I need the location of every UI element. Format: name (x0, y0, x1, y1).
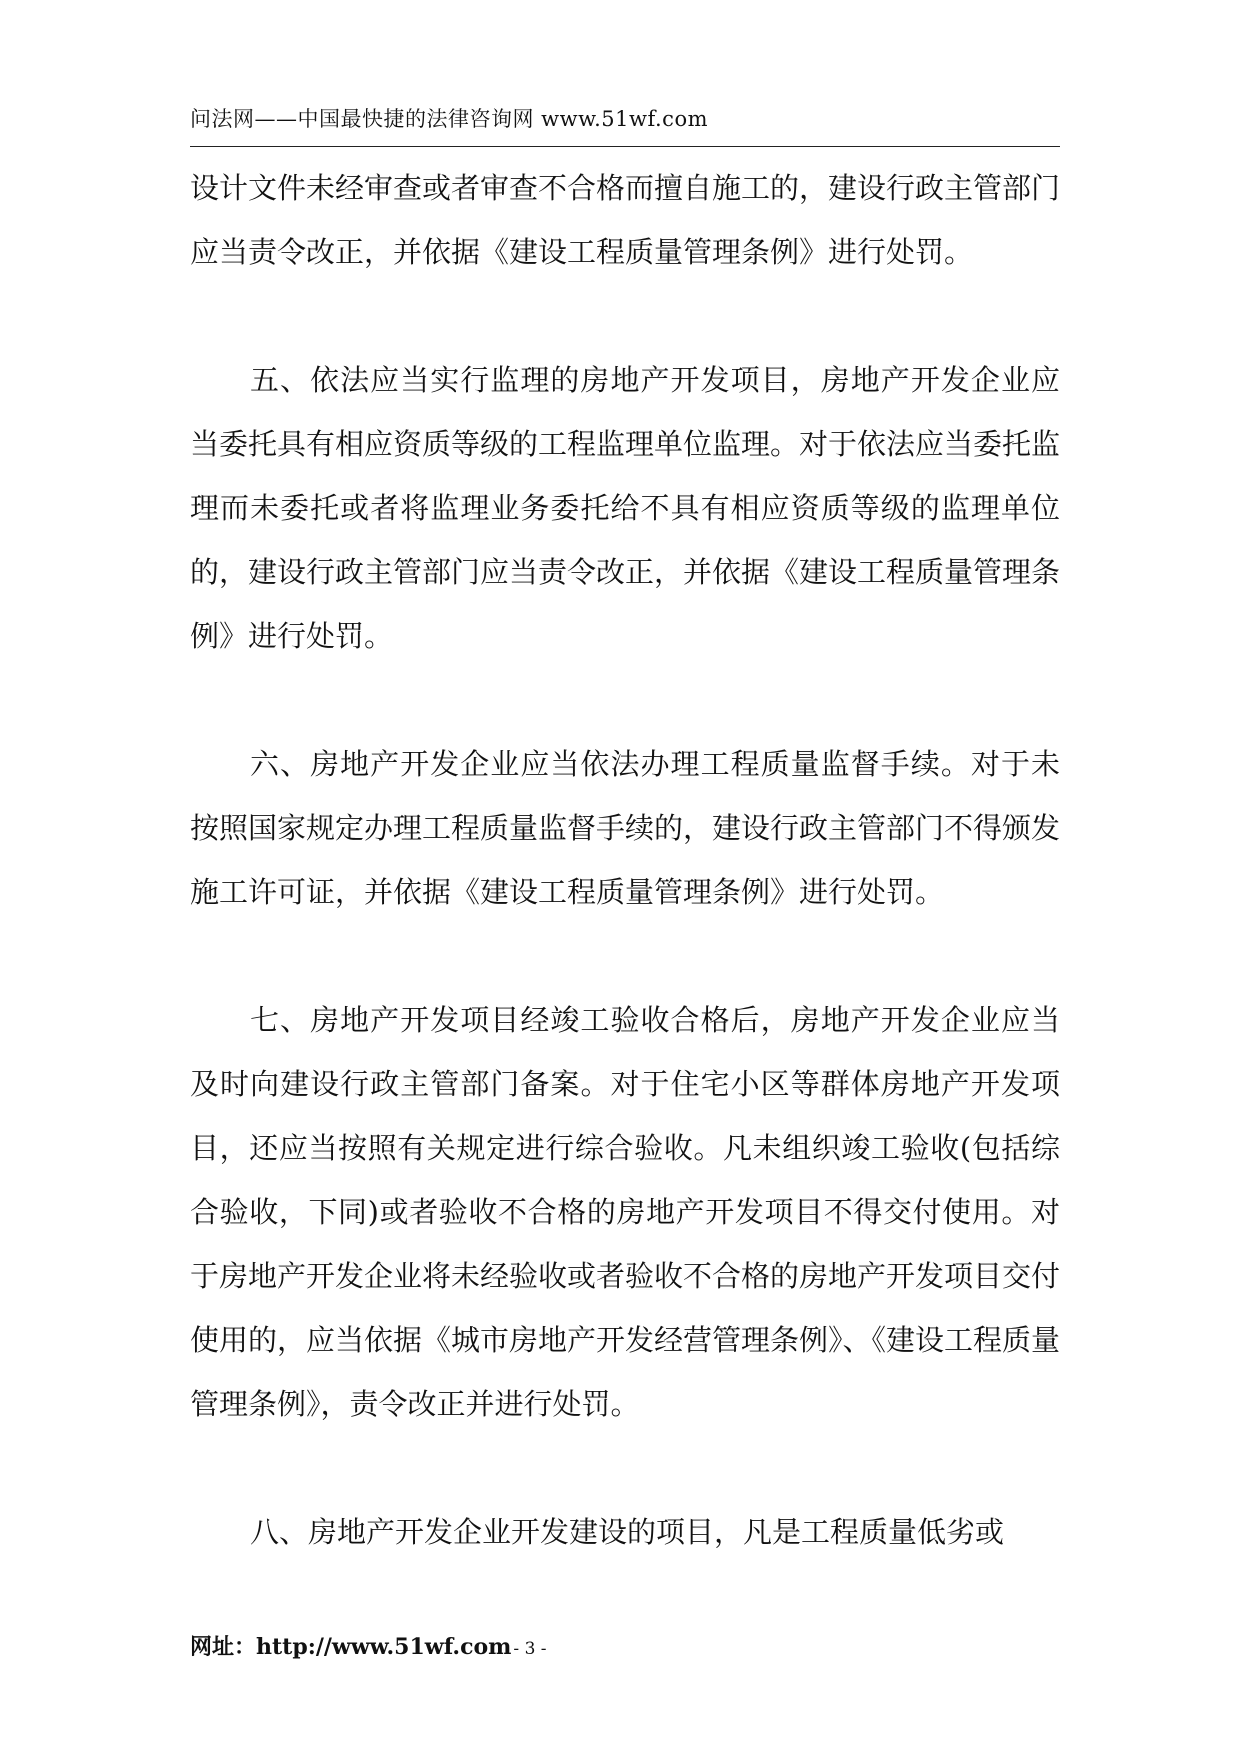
paragraph-gap (190, 668, 1060, 732)
page-number: - 3 - (513, 1639, 547, 1659)
footer-label: 网址： (190, 1634, 257, 1660)
document-body (190, 156, 1060, 1564)
paragraph-item-8: 八、房地产开发企业开发建设的项目，凡是工程质量低劣或 (250, 1515, 1005, 1549)
paragraph-item-7: 七、房地产开发项目经竣工验收合格后，房地产开发企业应当及时向建设行政主管部门备案。对于住宅小区等群体房地产开发项目，还应当按照有关规定进行综合验收。凡未组织竣工验收(包括综合验收，下同)或者验收不合格的房地产开发项目不得交付使用。对于房地产开发企业将未经验收或者验收不合格的房地产开发项目交付使用的，应当依据《城市房地产开发经营管理条例》、《建设工程质量管理条例》，责令改正并进行处罚。 (190, 1003, 1061, 1421)
header-divider (190, 146, 1060, 147)
page-header (190, 104, 708, 134)
paragraph-item-5: 五、依法应当实行监理的房地产开发项目，房地产开发企业应当委托具有相应资质等级的工程监理单位监理。对于依法应当委托监理而未委托或者将监理业务委托给不具有相应资质等级的监理单位的，建设行政主管部门应当责令改正，并依据《建设工程质量管理条例》进行处罚。 (190, 363, 1061, 653)
paragraph-item-6: 六、房地产开发企业应当依法办理工程质量监督手续。对于未按照国家规定办理工程质量监督手续的，建设行政主管部门不得颁发施工许可证，并依据《建设工程质量管理条例》进行处罚。 (190, 747, 1061, 909)
paragraph-gap (190, 284, 1060, 348)
paragraph-gap (190, 1436, 1060, 1500)
page-footer (190, 1632, 547, 1664)
paragraph-gap (190, 924, 1060, 988)
footer-url: http://www.51wf.com (256, 1634, 512, 1660)
header-text: 问法网——中国最快捷的法律咨询网 www.51wf.com (190, 107, 708, 131)
paragraph-continuation: 设计文件未经审查或者审查不合格而擅自施工的，建设行政主管部门应当责令改正，并依据《建设工程质量管理条例》进行处罚。 (190, 171, 1061, 269)
